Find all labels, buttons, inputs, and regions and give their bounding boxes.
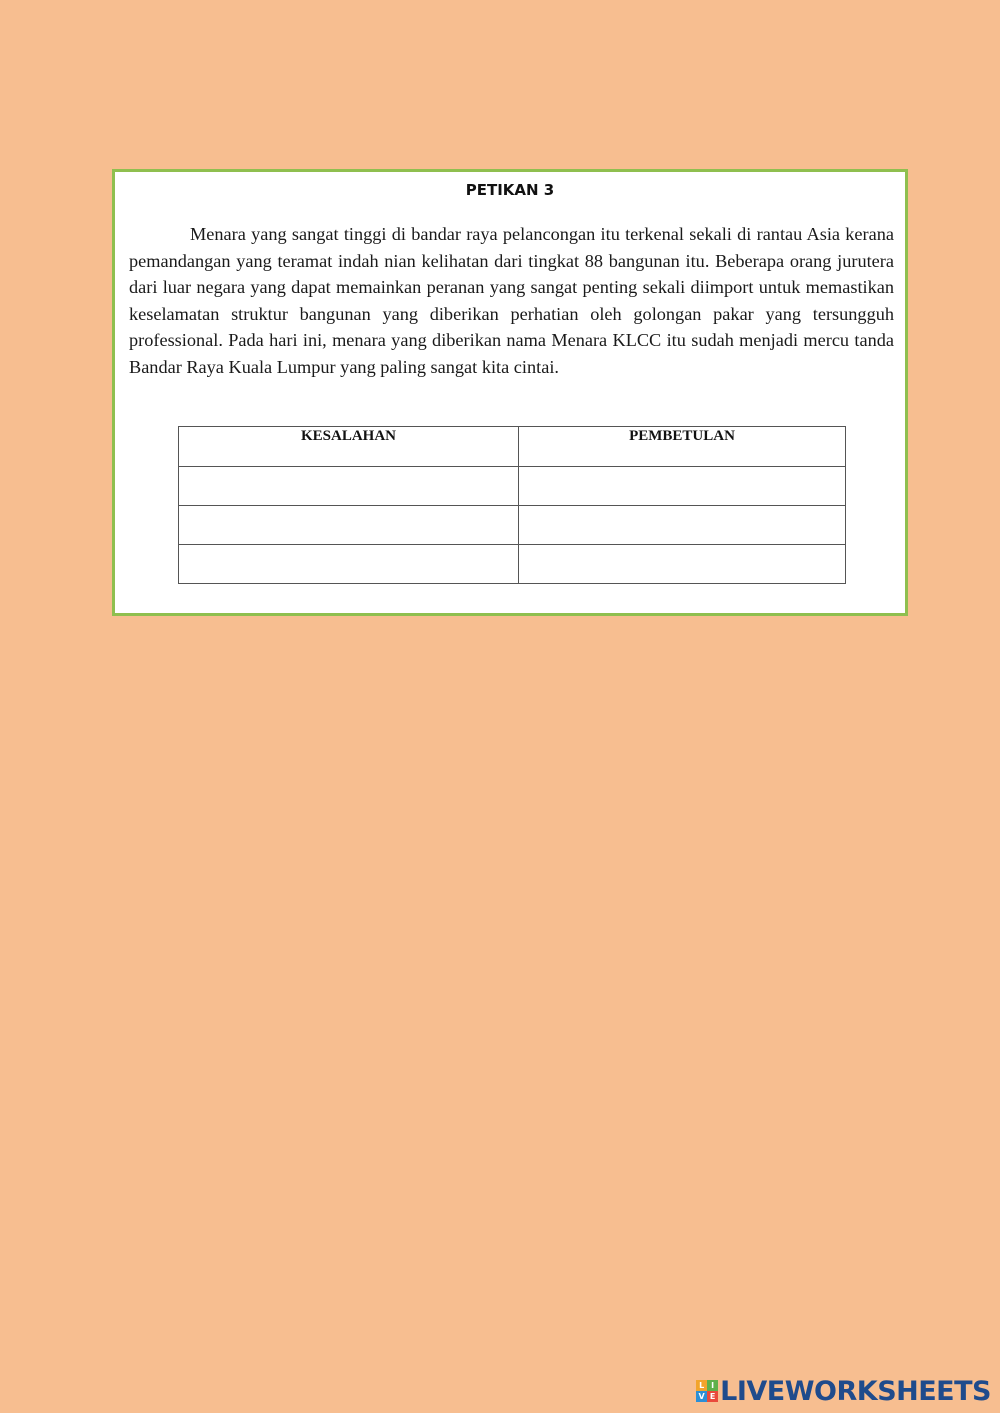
table-row	[179, 467, 846, 506]
passage-box	[112, 169, 908, 616]
pembetulan-cell-3[interactable]	[519, 545, 846, 584]
passage-title: PETIKAN 3	[465, 181, 555, 199]
pembetulan-cell-2[interactable]	[519, 506, 846, 545]
passage-text: Menara yang sangat tinggi di bandar raya pelancongan itu terkenal sekali di rantau Asia kerana pemandangan yang teramat indah nian kelihatan dari tingkat 88 bangunan itu. Beberapa orang jurutera dari luar negara yang dapat memainkan peranan yang sangat penting sekali diimport untuk memastikan keselamatan struktur bangunan yang diberikan perhatian oleh golongan pakar yang tersungguh professional. Pada hari ini, menara yang diberikan nama Menara KLCC itu sudah menjadi mercu tanda Bandar Raya Kuala Lumpur yang paling sangat kita cintai.	[129, 224, 894, 377]
answer-table	[178, 426, 846, 584]
kesalahan-cell-2[interactable]	[179, 506, 519, 545]
logo-mark-icon: L I V E	[696, 1380, 718, 1402]
table-header-row	[179, 427, 846, 467]
table-row	[179, 506, 846, 545]
header-pembetulan: PEMBETULAN	[519, 427, 846, 467]
logo-text: LIVEWORKSHEETS	[720, 1375, 991, 1407]
table-row	[179, 545, 846, 584]
kesalahan-cell-3[interactable]	[179, 545, 519, 584]
liveworksheets-logo[interactable]	[696, 1376, 991, 1406]
pembetulan-cell-1[interactable]	[519, 467, 846, 506]
header-kesalahan: KESALAHAN	[179, 427, 519, 467]
kesalahan-cell-1[interactable]	[179, 467, 519, 506]
